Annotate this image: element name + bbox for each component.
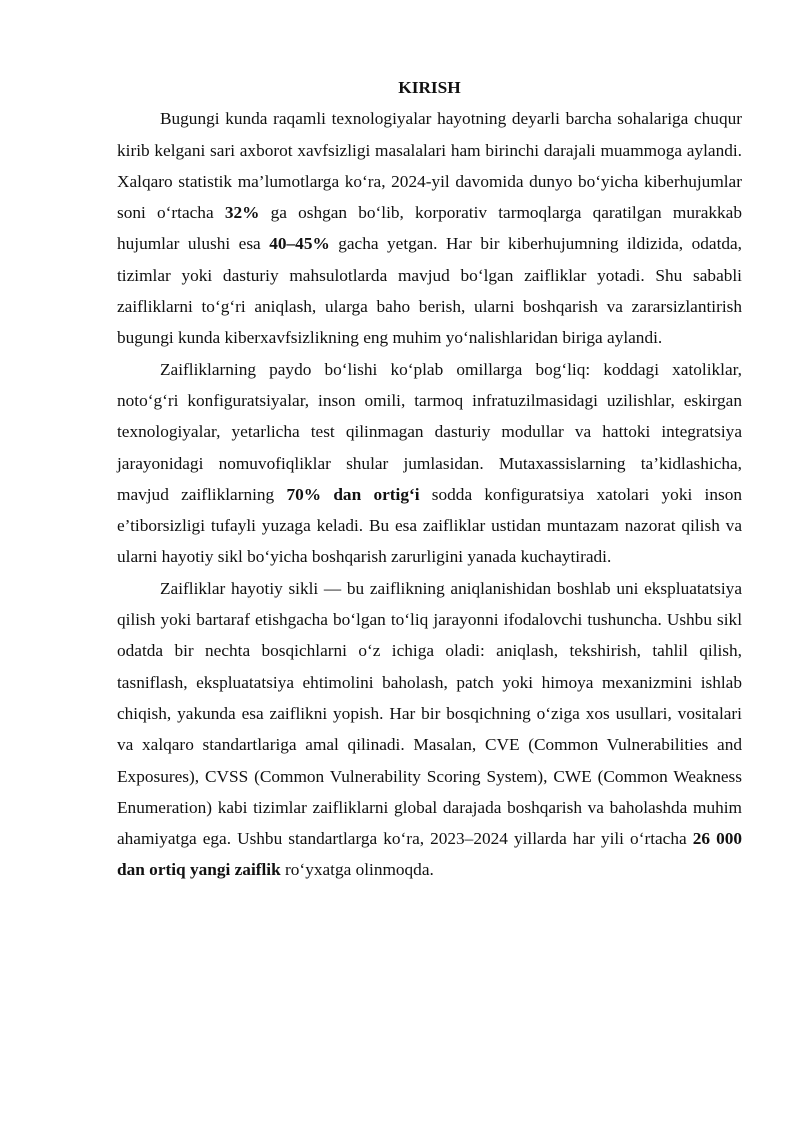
page-title: KIRISH <box>398 78 461 97</box>
emphasis-text: 70% dan ortig‘i <box>286 484 420 504</box>
document-body <box>117 103 742 885</box>
paragraph <box>117 354 742 573</box>
paragraph-text: ro‘yxatga olinmoqda. <box>280 860 434 880</box>
paragraph-text: ga oshgan bo‘lib, korporativ tarmoqlarga qaratilgan murakkab hujumlar ulushi esa <box>117 203 742 254</box>
emphasis-text: 32% <box>224 203 260 223</box>
paragraph-text: Zaifliklarning paydo bo‘lishi ko‘plab omillarga bog‘liq: koddagi xatoliklar, noto‘g‘ri konfiguratsiyalar, inson omili, tarmoq infratuzilmasidagi uzilishlar, eskirgan texnologiyalar, yetarlicha test qilinmagan dasturiy modullar va hattoki integratsiya jarayonidagi nomuvofiqliklar shular jumlasidan. Mutaxassislarning ta’kidlashicha, mavjud zaifliklarning <box>117 359 742 504</box>
document-page <box>117 72 742 886</box>
paragraph-text: gacha yetgan. Har bir kiberhujumning ildizida, odatda, tizimlar yoki dasturiy mahsulotlarda mavjud bo‘lgan zaifliklar yotadi. Shu sababli zaifliklarni to‘g‘ri aniqlash, ularga baho berish, ularni boshqarish va zararsizlantirish bugungi kunda kiberxavfsizlikning eng muhim yo‘nalishlaridan biriga aylandi. <box>117 234 743 348</box>
paragraph <box>117 103 742 353</box>
paragraph <box>117 573 742 886</box>
emphasis-text: 26 000 dan ortiq yangi zaiflik <box>117 829 743 880</box>
paragraph-text: Zaifliklar hayotiy sikli — bu zaiflikning aniqlanishidan boshlab uni ekspluatatsiya qilish yoki bartaraf etishgacha bo‘lgan to‘liq jarayonni ifodalovchi tushuncha. Ushbu sikl odatda bir nechta bosqichlarni o‘z ichiga oladi: aniqlash, tekshirish, tahlil qilish, tasniflash, ekspluatatsiya ehtimolini baholash, patch yoki himoya mexanizmini ishlab chiqish, yakunda esa zaiflikni yopish. Har bir bosqichning o‘ziga xos usullari, vositalari va xalqaro standartlariga amal qilinadi. Masalan, CVE (Common Vulnerabilities and Exposures), CVSS (Common Vulnerability Scoring System), CWE (Common Weakness Enumeration) kabi tizimlar zaifliklarni global darajada boshqarish va baholashda muhim ahamiyatga ega. Ushbu standartlarga ko‘ra, 2023–2024 yillarda har yili o‘rtacha <box>117 578 742 849</box>
paragraph-text: Bugungi kunda raqamli texnologiyalar hayotning deyarli barcha sohalariga chuqur kirib kelgani sari axborot xavfsizligi masalalari ham birinchi darajali muammoga aylandi. Xalqaro statistik ma’lumotlarga ko‘ra, 2024-yil davomida dunyo bo‘yicha kiberhujumlar soni o‘rtacha <box>117 109 742 223</box>
emphasis-text: 40–45% <box>269 234 330 254</box>
paragraph-text: sodda konfiguratsiya xatolari yoki inson e’tiborsizligi tufayli yuzaga keladi. Bu esa zaifliklar ustidan muntazam nazorat qilish va ularni hayotiy sikl bo‘yicha boshqarish zarurligini yanada kuchaytiradi. <box>117 484 742 567</box>
